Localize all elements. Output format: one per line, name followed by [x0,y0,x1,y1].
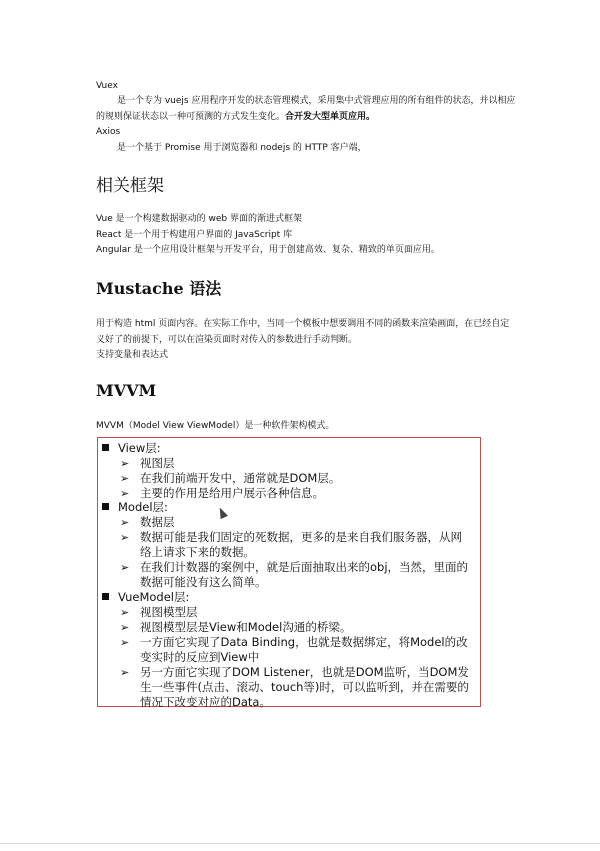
vuex-title: Vuex [96,81,118,91]
arrow-bullet-icon: ➢ [120,636,130,649]
model-item: ➢ 数据可能是我们固定的死数据，更多的是来自我们服务器，从网络上请求下来的数据。 [120,530,462,559]
viewmodel-item: ➢ 另一方面它实现了DOM Listener，也就是DOM监听，当DOM发生一些事件(点击、滚动、touch等)时，可以监听到，并在需要的情况下改变对应的Data。 [120,665,469,709]
mvvm-diagram-box [97,437,481,707]
model-item: ➢ 数据层 [120,515,175,529]
arrow-bullet-icon: ➢ [120,621,130,634]
viewmodel-item: ➢ 视图模型层 [120,605,198,619]
view-item: ➢ 在我们前端开发中，通常就是DOM层。 [120,471,341,485]
arrow-bullet-icon: ➢ [120,457,130,470]
view-layer-title: View层: [102,441,161,456]
viewmodel-item: ➢ 视图模型层是View和Model沟通的桥梁。 [120,620,352,634]
arrow-bullet-icon: ➢ [120,472,130,485]
mustache-line1: 用于构造 html 页面内容。在实际工作中，当同一个模板中想要调用不同的函数来渲染画面，在已经自定义好了的前提下，可以在渲染页面时对传入的参数进行手动判断。 [96,319,510,345]
viewmodel-layer-title: VueModel层: [102,590,189,605]
page-bottom-divider [0,843,600,844]
arrow-bullet-icon: ➢ [120,606,130,619]
arrow-bullet-icon: ➢ [120,487,130,500]
mvvm-heading: MVVM [96,381,157,400]
mvvm-intro: MVVM（Model View ViewModel）是一种软件架构模式。 [96,421,335,431]
mustache-heading: Mustache 语法 [96,279,222,298]
framework-angular: Angular 是一个应用设计框架与开发平台，用于创建高效、复杂、精致的单页面应用。 [96,245,440,255]
mustache-body [96,317,516,364]
vuex-desc-text: 是一个专为 vuejs 应用程序开发的状态管理模式，采用集中式管理应用的所有组件的状态，并以相应的规则保证状态以一种可预测的方式发生变化。 [96,96,516,122]
viewmodel-item: ➢ 一方面它实现了Data Binding，也就是数据绑定，将Model的改变实时的反应到View中 [120,635,468,664]
arrow-bullet-icon: ➢ [120,531,130,544]
axios-title: Axios [96,127,121,137]
square-bullet-icon [102,593,109,600]
square-bullet-icon [102,503,109,510]
frameworks-list [96,212,516,259]
arrow-bullet-icon: ➢ [120,516,130,529]
view-item: ➢ 主要的作用是给用户展示各种信息。 [120,486,324,500]
mustache-line2: 支持变量和表达式 [96,350,169,360]
vuex-desc-bold: 合开发大型单页应用。 [285,111,376,122]
frameworks-heading: 相关框架 [96,176,164,196]
model-layer-title: Model层: [102,500,168,515]
square-bullet-icon [102,444,109,451]
arrow-bullet-icon: ➢ [120,561,130,574]
model-item: ➢ 在我们计数器的案例中，就是后面抽取出来的obj，当然，里面的数据可能没有这么简单。 [120,560,469,589]
framework-react: React 是一个用于构建用户界面的 JavaScript 库 [96,229,293,240]
axios-description: 是一个基于 Promise 用于浏览器和 nodejs 的 HTTP 客户端， [117,143,367,153]
framework-vue: Vue 是一个构建数据驱动的 web 界面的渐进式框架 [96,214,302,224]
arrow-bullet-icon: ➢ [120,666,130,679]
vuex-description [96,94,516,125]
view-item: ➢ 视图层 [120,456,175,470]
